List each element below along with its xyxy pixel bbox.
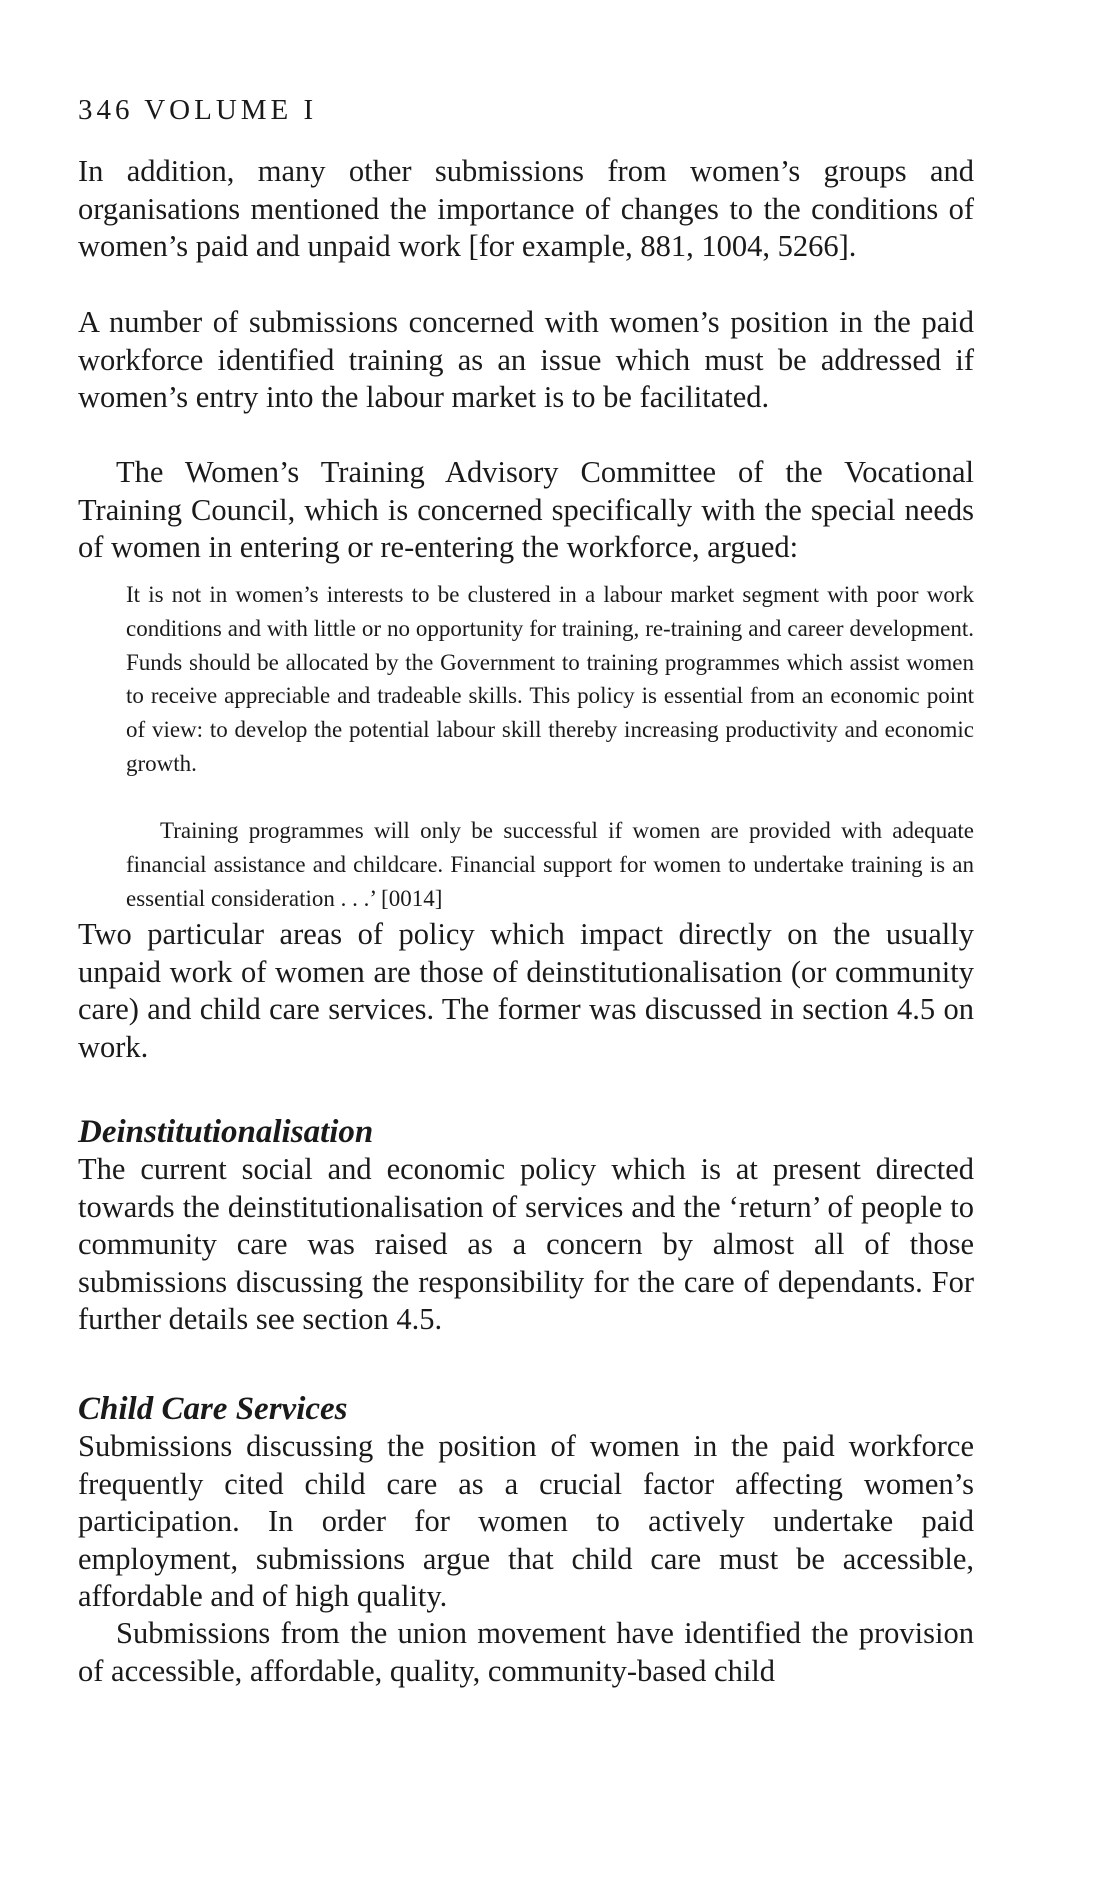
paragraph-intro: In addition, many other submissions from women’s groups and organisations mentioned the importance of changes to the conditions of women’s paid and unpaid work [for example, 881, 1004, 5266]. [78, 154, 974, 264]
block-quote-2: Training programmes will only be successful if women are provided with adequate financial assistance and childcare. Financial support for women to undertake training is an essential consideration . . .’ [0014] [126, 818, 974, 911]
paragraph-deinstitutionalisation: The current social and economic policy which is at present directed towards the deinstitutionalisation of services and the ‘return’ of people to community care was raised as a concern by almost all of those submissions discussing the responsibility for the care of dependants. For further details see section 4.5. [78, 1152, 974, 1337]
paragraph-policy-areas: Two particular areas of policy which impact directly on the usually unpaid work of women are those of deinstitutionalisation (or community care) and child care services. The former was discussed in section 4.5 on work. [78, 917, 974, 1064]
paragraph-union-movement: Submissions from the union movement have identified the provision of accessible, affordable, quality, community-based child [78, 1616, 974, 1688]
block-quote-1: It is not in women’s interests to be clustered in a labour market segment with poor work conditions and with little or no opportunity for training, re-training and career development. Funds should be allocated by the Government to training programmes which assist women to receive appreciable and tradeable skills. This policy is essential from an economic point of view: to develop the potential labour skill thereby increasing productivity and economic growth. [126, 582, 974, 776]
running-head: 346 VOLUME I [78, 94, 318, 126]
section-heading-deinstitutionalisation: Deinstitutionalisation [78, 1114, 374, 1150]
paragraph-training-issue: A number of submissions concerned with women’s position in the paid workforce identified training as an issue which must be addressed if women’s entry into the labour market is to be facilitated. [78, 305, 974, 415]
paragraph-committee: The Women’s Training Advisory Committee of the Vocational Training Council, which is concerned specifically with the special needs of women in entering or re-entering the workforce, argued: [78, 455, 974, 565]
section-heading-child-care: Child Care Services [78, 1391, 348, 1427]
paragraph-child-care: Submissions discussing the position of women in the paid workforce frequently cited child care as a crucial factor affecting women’s participation. In order for women to actively undertake paid employment, submissions argue that child care must be accessible, affordable and of high quality. [78, 1429, 974, 1614]
